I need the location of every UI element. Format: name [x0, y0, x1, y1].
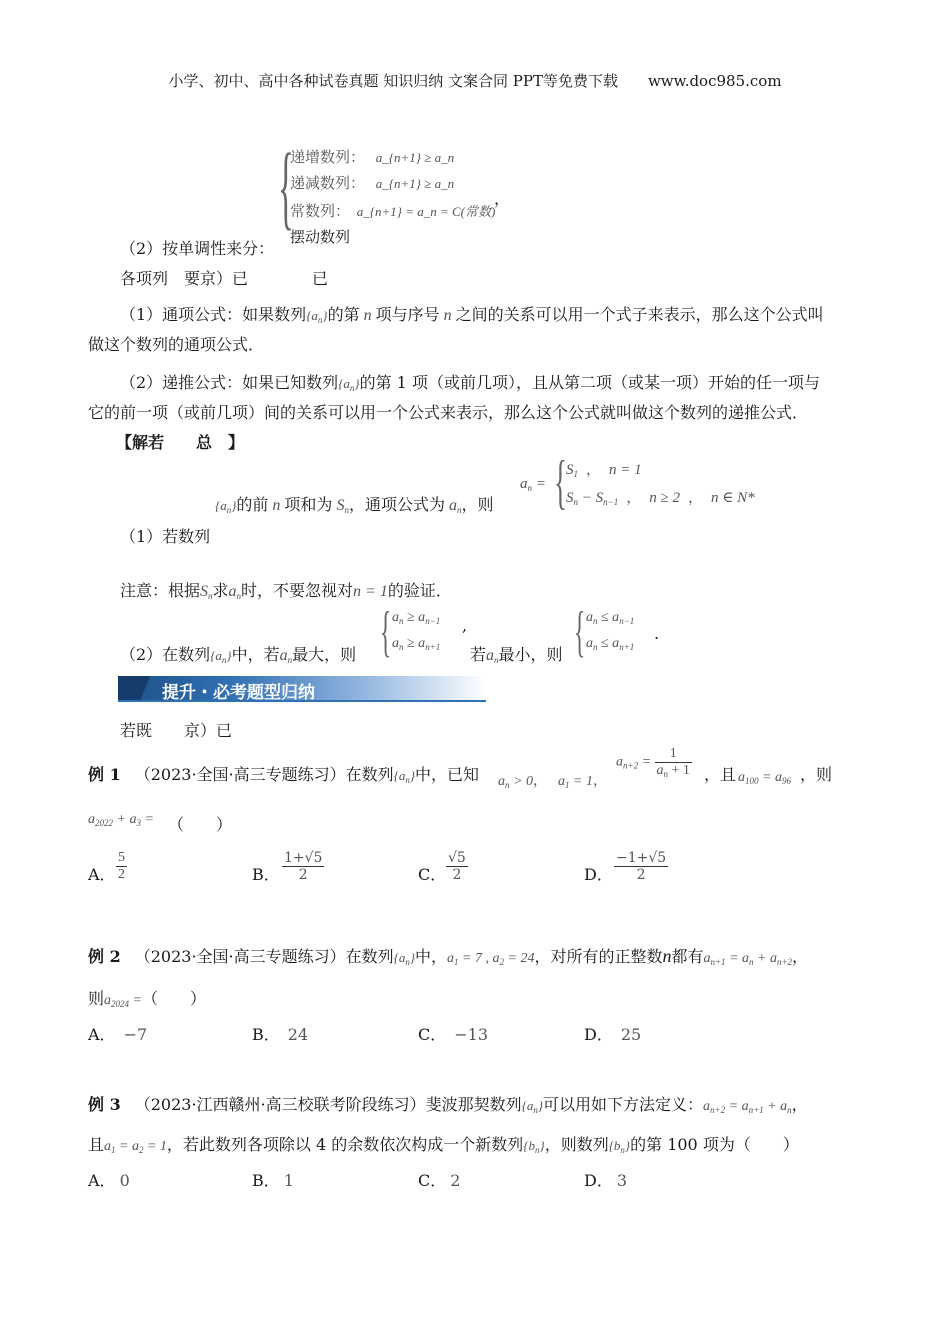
ex2-option-d[interactable] — [584, 1022, 641, 1045]
note-text: 的验证． — [387, 581, 452, 600]
item-2-text: 最大，则 — [292, 645, 357, 664]
option-letter: C． — [418, 1025, 447, 1044]
example-text: 可以用如下方法定义： — [543, 1095, 704, 1114]
seq-a-n: $\{a_n\}$ — [393, 950, 416, 967]
ex1-cond-positive: $a_n > 0$， — [498, 774, 547, 790]
solve-header: 【解若 总 】 — [116, 433, 245, 452]
cases-brace: { — [554, 449, 567, 515]
var-n: n — [268, 497, 285, 514]
frac-den: 2 — [636, 867, 646, 883]
def-text: 的第 — [327, 305, 360, 324]
def-text: 的第 1 项（或前几项），且从第二项（或某一项）开始的任一项与 — [359, 373, 820, 392]
sn-text: ，通项公式为 — [348, 495, 445, 514]
option-letter: B． — [252, 865, 280, 884]
option-letter: B． — [252, 1171, 280, 1190]
mono-formula: a_{n+1} ≥ a_n — [375, 150, 455, 165]
example-1-stem — [88, 762, 479, 785]
option-value: 2 — [450, 1171, 461, 1190]
example-text: ，若此数列各项除以 4 的余数依次构成一个新数列 — [166, 1135, 524, 1154]
frac-num: −1+√5 — [616, 850, 667, 866]
var-n: n — [662, 946, 672, 966]
garbled-line-2: 若既 京）已 — [120, 721, 233, 740]
option-value: −7 — [123, 1025, 148, 1044]
option-value: 1 — [283, 1171, 294, 1190]
def-general-term — [120, 302, 824, 325]
ex1-option-b[interactable] — [252, 862, 280, 885]
ex2-question — [88, 986, 206, 1009]
option-value: −13 — [454, 1025, 489, 1044]
item-2-text: 最小，则 — [498, 645, 563, 664]
mono-formula: a_{n+1} = a_n = C(常数) — [356, 204, 496, 219]
page-header: 小学、初中、高中各种试卷真题 知识归纳 文案合同 PPT等免费下载 www.doc985.com — [168, 72, 782, 90]
example-text: 都有 — [671, 947, 704, 966]
section-banner-title: 提升・必考题型归纳 — [162, 683, 315, 703]
case-1: $S_1$ ， n = 1 — [566, 462, 642, 479]
note-text: 注意：根据 — [120, 581, 201, 600]
ex2-option-c[interactable] — [418, 1022, 488, 1045]
ex1-option-a-value — [116, 850, 127, 883]
example-text: 的第 100 项为（ ） — [630, 1135, 799, 1154]
example-text: ，对所有的正整数 — [534, 947, 663, 966]
note-text: 时，不要忽视对 — [241, 581, 354, 600]
def-recursive-cont: 它的前一项（或前几项）间的关系可以用一个公式来表示，那么这个公式就叫做这个数列的递推公式． — [88, 403, 809, 422]
def-text: （1）通项公式：如果数列 — [120, 305, 307, 324]
ex1-target: $a_{2022} + a_3$ = — [88, 812, 154, 828]
example-text: 中，已知 — [415, 765, 480, 784]
seq-a-n: $\{a_n\}$ — [306, 308, 328, 325]
ex2-initial: $a_1 = 7$ , $a_2 = 24$ — [447, 951, 535, 967]
seq-b-n: $\{b_n\}$ — [608, 1138, 631, 1155]
case-domain: n ∈ N* — [710, 490, 755, 506]
var-a-n: $a_n$ — [279, 647, 293, 665]
ex2-option-b[interactable] — [252, 1022, 308, 1045]
note — [120, 578, 452, 601]
def-recursive — [120, 370, 820, 393]
var-a-n: $a_n$ — [486, 647, 499, 665]
def-text: （2）递推公式：如果已知数列 — [120, 373, 339, 392]
ex3-option-a[interactable] — [88, 1168, 130, 1191]
ex1-option-d[interactable] — [584, 862, 613, 885]
var-a-n: $a_n$ — [228, 583, 242, 601]
max-brace: { — [380, 601, 392, 663]
a-n-equals: $a_n$ = — [520, 476, 546, 493]
sn-sentence — [215, 492, 493, 515]
note-text: 求 — [212, 581, 229, 600]
frac-den: 2 — [452, 867, 462, 883]
def-text: 之间的关系可以用一个式子来表示，那么这个公式叫 — [455, 305, 824, 324]
option-letter: A． — [88, 865, 116, 884]
option-letter: A． — [88, 1025, 116, 1044]
example-text: 且 — [88, 1135, 105, 1154]
example-text: 则 — [88, 989, 105, 1008]
ex1-blank: （ ） — [168, 815, 233, 834]
option-value: 0 — [119, 1171, 130, 1190]
mono-row-constant — [290, 200, 495, 221]
example-3-stem: 例 3 （2023·江西赣州·高三校联考阶段练习）斐波那契数列$\{a_n\}$可以用如下方法定义：$a_{n+2} = a_{n+1} + a_n$， — [88, 1095, 808, 1115]
sn-text: ，则 — [461, 495, 494, 514]
var-n: n — [359, 307, 376, 324]
mono-label: 递增数列： — [290, 148, 366, 166]
item-2-min — [470, 642, 563, 665]
sn-text: 项和为 — [284, 495, 333, 514]
min-cond-1: $a_n \le a_{n-1}$ — [586, 610, 635, 626]
seq-a-n: $\{a_n\}$ — [393, 768, 416, 785]
frac-den: 2 — [118, 867, 125, 882]
mono-label: 常数列： — [290, 202, 351, 220]
def-general-term-cont: 做这个数列的通项公式． — [88, 335, 265, 354]
frac-num: √5 — [448, 850, 466, 866]
case-2: $S_n - S_{n-1}$ ， n ≥ 2 ， n ∈ N* — [566, 490, 755, 507]
item-2-start — [120, 642, 356, 665]
ex1-option-d-value — [614, 850, 668, 883]
item-2-text: 若 — [470, 645, 487, 664]
sn-text: 的前 — [236, 495, 269, 514]
ex3-option-c[interactable] — [418, 1168, 460, 1191]
example-text: （2023·江西赣州·高三校联考阶段练习）斐波那契数列 — [134, 1095, 522, 1114]
ex1-and: ，且 — [704, 765, 737, 784]
seq-a-n: $\{a_n\}$ — [215, 498, 237, 515]
max-cond-2: $a_n \ge a_{n+1}$ — [392, 636, 441, 652]
min-brace: { — [574, 601, 586, 663]
ex3-option-d[interactable] — [584, 1168, 627, 1191]
ex2-option-a[interactable] — [88, 1022, 147, 1045]
ex1-option-c-value — [446, 850, 468, 883]
mono-label: 递减数列： — [290, 174, 366, 192]
option-letter: A． — [88, 1171, 116, 1190]
mono-row-decreasing — [290, 172, 454, 193]
item-2-text: （2）在数列 — [120, 645, 211, 664]
option-value: 3 — [616, 1171, 628, 1190]
ex3-option-b[interactable] — [252, 1168, 294, 1191]
garbled-line-1: 各项列 要京）已 已 — [120, 269, 329, 288]
mono-formula: a_{n+1} ≥ a_n — [375, 176, 455, 191]
var-n: n — [439, 307, 456, 324]
option-letter: C． — [418, 865, 447, 884]
option-letter: C． — [418, 1171, 447, 1190]
example-2-stem: 例 2 （2023·全国·高三专题练习）在数列$\{a_n\}$中，$a_1 = 7$ , $a_2 = 24$，对所有的正整数n都有$a_{n+1} = a_n + a_{n+2}$， — [88, 946, 809, 967]
frac-den: 2 — [298, 867, 308, 883]
ex1-recurrence: $a_{n+2}$ = $\frac{1}{a_n + 1}$ — [616, 746, 690, 779]
var-a-n: $a_n$ — [444, 497, 462, 515]
min-period: . — [654, 624, 660, 643]
example-text: （2023·全国·高三专题练习）在数列 — [134, 765, 394, 784]
example-label: 例 3 — [88, 1095, 121, 1114]
ex1-a100-a96: $a_{100} = a_{96}$ — [738, 770, 791, 786]
seq-a-n: $\{a_n\}$ — [338, 376, 360, 393]
item-2-text: 中，若 — [231, 645, 280, 664]
var-S-n: $S_n$ — [332, 497, 349, 515]
max-comma: , — [462, 616, 468, 635]
example-text: ，则数列 — [544, 1135, 609, 1154]
option-letter: D． — [584, 865, 613, 884]
ex1-option-b-value — [282, 850, 324, 883]
max-cond-1: $a_n \ge a_{n-1}$ — [392, 610, 441, 626]
seq-b-n: $\{b_n\}$ — [523, 1138, 545, 1155]
option-value: 25 — [620, 1025, 642, 1044]
ex2-recurrence: $a_{n+1} = a_n + a_{n+2}$ — [703, 951, 793, 967]
ex1-option-c[interactable] — [418, 862, 446, 885]
mono-comma: ， — [494, 189, 511, 208]
case-2-condition: n ≥ 2 — [649, 490, 680, 506]
frac-num: 5 — [118, 850, 125, 865]
def-text: 项与序号 — [375, 305, 440, 324]
seq-a-n: $\{a_n\}$ — [521, 1098, 544, 1115]
option-letter: D． — [584, 1171, 613, 1190]
ex2-blank: （ ） — [141, 989, 206, 1008]
example-label: 例 2 — [88, 947, 121, 966]
mono-row-increasing — [290, 146, 454, 167]
left-brace: { — [278, 135, 294, 239]
var-S-n: $S_n$ — [200, 583, 213, 601]
case-1-condition: n = 1 — [609, 462, 642, 478]
frac-num: 1+√5 — [284, 850, 323, 866]
ex1-cond-a1: $a_1 = 1$， — [558, 774, 607, 790]
ex1-then: ，则 — [800, 765, 833, 784]
option-value: 24 — [287, 1025, 309, 1044]
ex3-line-2 — [88, 1132, 799, 1155]
ex3-initial: $a_1 = a_2 = 1$ — [104, 1139, 167, 1155]
ex2-target: $a_{2024}$ = — [104, 993, 142, 1009]
example-label: 例 1 — [88, 765, 121, 784]
seq-a-n: $\{a_n\}$ — [210, 648, 232, 665]
min-cond-2: $a_n \le a_{n+1}$ — [586, 636, 635, 652]
ex1-option-a[interactable] — [88, 862, 116, 885]
item-1: （1）若数列 — [120, 527, 211, 546]
mono-row-oscillating: 摆动数列 — [290, 228, 351, 246]
ex3-recurrence: $a_{n+2} = a_{n+1} + a_n$ — [703, 1099, 792, 1115]
example-text: （2023·全国·高三专题练习）在数列 — [134, 947, 394, 966]
cond-n-1: n = 1 — [353, 583, 388, 600]
option-letter: B． — [252, 1025, 280, 1044]
example-text: 中， — [415, 947, 448, 966]
mono-intro: （2）按单调性来分： — [120, 239, 275, 258]
option-letter: D． — [584, 1025, 613, 1044]
